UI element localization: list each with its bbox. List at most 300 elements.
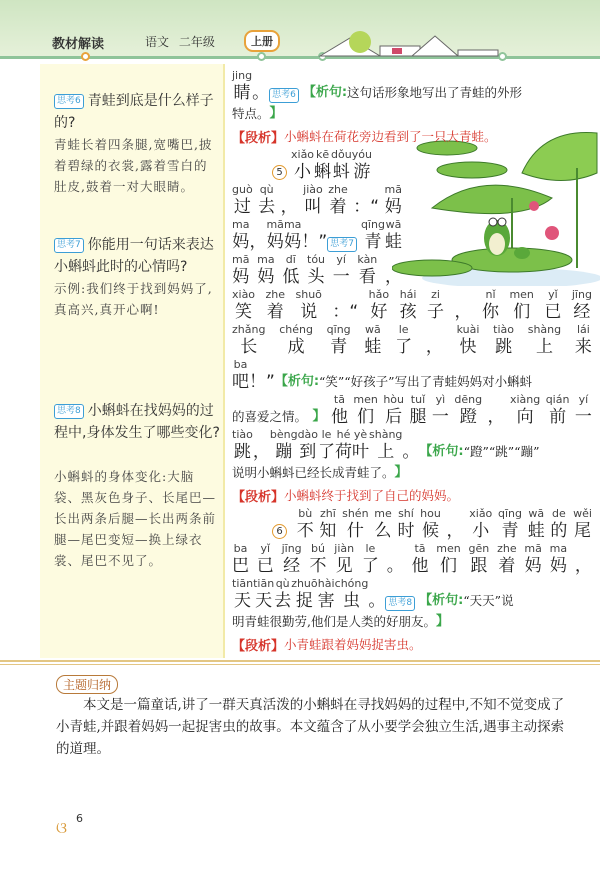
- pinyin: chéng: [279, 323, 313, 336]
- pinyin-char: [257, 542, 274, 576]
- question-8: [54, 400, 220, 444]
- pinyin: ba: [233, 542, 248, 555]
- hanzi: 好: [370, 302, 388, 322]
- pinyin-char: [232, 183, 253, 217]
- hanzi: 的: [550, 521, 568, 541]
- hanzi: 捉: [295, 591, 313, 611]
- pinyin: dēng: [454, 393, 483, 406]
- hanzi: 妈: [549, 556, 567, 576]
- pinyin-char: [550, 542, 567, 576]
- pinyin: mā: [384, 183, 402, 196]
- hanzi: 着: [266, 302, 284, 322]
- hanzi: 小: [294, 162, 312, 182]
- sentence-analysis-label: 】: [435, 614, 449, 629]
- pinyin: hài: [317, 577, 335, 590]
- pinyin-char: [454, 393, 482, 427]
- pinyin-char: [469, 542, 490, 576]
- pinyin: zhuō: [291, 577, 318, 590]
- hanzi: 么: [374, 521, 392, 541]
- pinyin: yí: [336, 253, 346, 266]
- text-line: [232, 484, 592, 506]
- pinyin-char: [509, 288, 533, 322]
- pinyin-char: [498, 507, 522, 541]
- pinyin: zhī: [320, 507, 336, 520]
- pinyin: lái: [576, 323, 590, 336]
- hanzi: ，: [446, 521, 464, 541]
- pinyin: xiǎo: [291, 148, 315, 161]
- hanzi: 快: [459, 337, 477, 357]
- pinyin-char: [374, 507, 391, 541]
- hanzi: 说: [300, 302, 318, 322]
- pinyin: wā: [385, 218, 402, 231]
- book-title: 教材解读: [52, 37, 105, 52]
- hanzi: 来: [574, 337, 592, 357]
- pinyin-char: [252, 69, 269, 103]
- pinyin-char: [257, 253, 274, 287]
- pinyin: zi: [431, 288, 440, 301]
- hanzi: 们: [440, 556, 458, 576]
- theme-summary-text: 本文是一篇童话,讲了一群天真活泼的小蝌蚪在寻找妈妈的过程中,不知不觉变成了小青蛙,并跟着妈妈一起捉害虫的故事。本文蕴含了从小要学会独立生活,遇事主动探索的道理。: [56, 697, 565, 757]
- answer-6: 青蛙长着四条腿,宽嘴巴,披着碧绿的衣裳,露着雪白的肚皮,鼓着一对大眼睛。: [54, 137, 213, 194]
- pinyin: le: [365, 542, 376, 555]
- pinyin: jing: [232, 69, 253, 82]
- question-text: 你能用一句话来表达小蝌蚪此时的心情吗?: [54, 237, 214, 275]
- pinyin-char: [232, 69, 252, 103]
- pinyin-char: [432, 393, 449, 427]
- pinyin: jīng: [571, 288, 592, 301]
- question-7: [54, 234, 220, 278]
- pinyin: men: [509, 288, 534, 301]
- pinyin-char: [301, 218, 327, 252]
- pinyin: qù: [275, 577, 290, 590]
- paragraph-analysis-label: 【段析】: [232, 130, 285, 146]
- pinyin: ba: [233, 358, 248, 371]
- pinyin: de: [552, 507, 566, 520]
- pinyin-char: [303, 183, 323, 217]
- text-line: [232, 427, 592, 462]
- hanzi: ：“: [353, 197, 380, 217]
- pinyin-char: [266, 288, 286, 322]
- hanzi: 。: [252, 83, 270, 103]
- pinyin-char: [528, 507, 545, 541]
- text-line: [232, 252, 402, 287]
- hanzi: 子: [427, 302, 445, 322]
- pinyin-char: [249, 218, 266, 252]
- pinyin-char: [427, 288, 444, 322]
- hanzi: 上: [535, 337, 553, 357]
- hanzi: 蹬: [459, 407, 477, 427]
- pinyin-char: [364, 323, 381, 357]
- pinyin-char: [400, 288, 417, 322]
- hanzi: 吧: [232, 372, 249, 392]
- hanzi: ！”: [249, 372, 275, 392]
- pinyin-char: [318, 428, 335, 462]
- pinyin-char: [270, 428, 298, 462]
- hanzi: 害: [317, 591, 335, 611]
- pinyin: yǐ: [548, 288, 558, 301]
- hanzi: 着: [329, 197, 347, 217]
- sentence-analysis-label: 【析句:: [419, 593, 464, 608]
- pinyin-char: [291, 577, 317, 611]
- text-line: [232, 462, 592, 484]
- hanzi: 经: [573, 302, 591, 322]
- hanzi: 向: [516, 407, 534, 427]
- pinyin-char: [353, 393, 377, 427]
- pinyin-char: [497, 542, 517, 576]
- pinyin: wā: [365, 323, 381, 336]
- pinyin-char: [249, 358, 275, 392]
- hanzi: 低: [282, 267, 300, 287]
- pinyin-char: [361, 218, 385, 252]
- pinyin: yì: [435, 393, 446, 406]
- pinyin-char: [232, 218, 249, 252]
- pinyin: tā: [333, 393, 345, 406]
- pinyin-char: [258, 183, 275, 217]
- hanzi: 孩: [399, 302, 417, 322]
- pinyin: yóu: [351, 148, 372, 161]
- hanzi: ！”: [301, 232, 328, 252]
- pinyin-char: [282, 253, 299, 287]
- think-badge: 思考7: [54, 238, 84, 253]
- pinyin: hou: [420, 507, 441, 520]
- pinyin-char: [282, 542, 302, 576]
- pinyin-char: [387, 542, 404, 576]
- pinyin: mā: [232, 253, 250, 266]
- question-6: [54, 90, 220, 134]
- pinyin: ma: [549, 542, 568, 555]
- hanzi: 不: [309, 556, 327, 576]
- hanzi: 蚪: [332, 162, 350, 182]
- pinyin-char: [447, 507, 464, 541]
- question-text: 小蝌蚪在找妈妈的过程中,身体发生了哪些变化?: [54, 403, 220, 441]
- pinyin-char: [362, 542, 379, 576]
- hanzi: 去: [274, 591, 292, 611]
- pinyin-char: [335, 428, 352, 462]
- hanzi: 蛙: [364, 337, 382, 357]
- pinyin: kuài: [456, 323, 480, 336]
- sentence-analysis-label: 【析句:: [419, 444, 464, 459]
- text-line: [232, 68, 592, 103]
- pinyin-char: [510, 393, 540, 427]
- hanzi: 长: [240, 337, 258, 357]
- hanzi: 叫: [304, 197, 322, 217]
- pinyin-char: [395, 323, 412, 357]
- hanzi: ，: [454, 302, 472, 322]
- pinyin-char: [385, 218, 402, 252]
- think-badge: 思考8: [54, 404, 84, 419]
- pinyin: qīng: [498, 507, 522, 520]
- pinyin-char: [253, 428, 270, 462]
- pinyin-char: [334, 542, 354, 576]
- pinyin: tiào: [232, 428, 253, 441]
- pinyin: yǐ: [260, 542, 271, 555]
- hanzi: 到: [299, 442, 317, 462]
- analysis-text: “天天”说: [463, 593, 514, 608]
- pinyin-char: [333, 253, 350, 287]
- analysis-text: 这句话形象地写出了青蛙的外形: [347, 85, 523, 100]
- rule-dot: [257, 52, 266, 61]
- paragraph-number: 6: [272, 524, 287, 539]
- pinyin: zhe: [328, 183, 348, 196]
- pinyin: qián: [545, 393, 570, 406]
- pinyin-char: [331, 148, 352, 182]
- pinyin-char: [319, 507, 336, 541]
- hanzi: 蹦: [275, 442, 293, 462]
- pinyin-char: [335, 577, 369, 611]
- pinyin: hé: [336, 428, 351, 441]
- pinyin-char: [279, 323, 313, 357]
- hanzi: 腿: [409, 407, 427, 427]
- hanzi: 青: [330, 337, 348, 357]
- pinyin: yè: [353, 428, 368, 441]
- hanzi: 们: [513, 302, 531, 322]
- hanzi: 妈: [384, 197, 402, 217]
- hanzi: 天: [255, 591, 273, 611]
- hanzi: 经: [283, 556, 301, 576]
- pinyin: tiào: [493, 323, 514, 336]
- analysis-text: 特点。: [232, 106, 270, 121]
- pinyin: tóu: [307, 253, 326, 266]
- hanzi: 他: [411, 556, 429, 576]
- hanzi: 什: [346, 521, 364, 541]
- pinyin: hòu: [383, 393, 404, 406]
- sentence-analysis-label: 【析句:: [274, 374, 320, 389]
- pinyin: hǎo: [368, 288, 390, 301]
- pinyin-char: [266, 218, 283, 252]
- hanzi: 天: [234, 591, 252, 611]
- paragraph-analysis-label: 【段析】: [232, 638, 285, 654]
- hanzi: 游: [353, 162, 371, 182]
- hanzi: 叶: [352, 442, 370, 462]
- pinyin: jiàn: [334, 542, 355, 555]
- house-illustration: [300, 28, 500, 58]
- hanzi: 了: [318, 442, 336, 462]
- pinyin: men: [436, 542, 461, 555]
- lesson-text: [232, 68, 592, 655]
- text-line: [232, 287, 592, 322]
- hanzi: 着: [498, 556, 516, 576]
- hanzi: 们: [357, 407, 375, 427]
- section-divider: [0, 660, 600, 665]
- analysis-text: 的喜爱之情。: [232, 409, 308, 424]
- sentence-analysis-label: 】: [394, 465, 408, 480]
- text-line: [232, 125, 592, 147]
- paragraph-analysis-text: 小青蛙跟着妈妈捉害虫。: [284, 637, 422, 652]
- analysis-text: 明青蛙很勤劳,他们是人类的好朋友。: [232, 614, 436, 629]
- text-line: [232, 182, 402, 217]
- pinyin: bù: [298, 507, 313, 520]
- hanzi: 前: [549, 407, 567, 427]
- hanzi: 。: [402, 442, 420, 462]
- pinyin: me: [374, 507, 392, 520]
- hanzi: 不: [296, 521, 314, 541]
- rule-dot: [81, 52, 90, 61]
- pinyin: shén: [342, 507, 369, 520]
- pinyin-char: [232, 253, 249, 287]
- text-line: [232, 506, 592, 541]
- pinyin: shàng: [369, 428, 403, 441]
- pinyin: chóng: [334, 577, 369, 590]
- hanzi: 笑: [235, 302, 253, 322]
- pinyin-char: [318, 577, 335, 611]
- hanzi: ，: [384, 267, 402, 287]
- hanzi: 蛙: [527, 521, 545, 541]
- pinyin: le: [321, 428, 332, 441]
- volume-badge: 上册: [244, 30, 280, 52]
- answer-7: 示例:我们终于找到妈妈了,真高兴,真开心啊!: [54, 281, 213, 317]
- pinyin: xiǎo: [469, 507, 493, 520]
- hanzi: 去: [258, 197, 276, 217]
- pinyin: men: [353, 393, 378, 406]
- text-line: [232, 576, 592, 611]
- pinyin-char: [572, 288, 592, 322]
- hanzi: 知: [319, 521, 337, 541]
- answer-8: 小蝌蚪的身体变化:大脑袋、黑灰色身子、长尾巴—长出两条后腿—长出两条前腿—尾巴变短—换上绿衣裳、尾巴不见了。: [54, 469, 217, 568]
- pinyin-char: [332, 288, 358, 322]
- pinyin: tiān: [232, 577, 254, 590]
- pinyin: shàng: [527, 323, 562, 336]
- pinyin: gēn: [468, 542, 490, 555]
- pinyin-char: [352, 148, 372, 182]
- pinyin-char: [385, 253, 402, 287]
- pinyin: tiān: [253, 577, 275, 590]
- pinyin: shí: [398, 507, 414, 520]
- hanzi: 过: [233, 197, 251, 217]
- pinyin-char: [528, 323, 561, 357]
- pinyin-char: [469, 507, 492, 541]
- think-badge: 思考6: [269, 88, 299, 103]
- pinyin: mā: [266, 218, 284, 231]
- pinyin: bú: [310, 542, 325, 555]
- hanzi: 妈: [266, 232, 284, 252]
- analysis-text: “蹬”“跳”“蹦”: [463, 444, 540, 459]
- text-line: [232, 217, 402, 252]
- pinyin-char: [232, 358, 249, 392]
- pinyin-char: [281, 183, 298, 217]
- pinyin: wā: [528, 507, 545, 520]
- sentence-analysis-label: 】: [269, 106, 283, 121]
- hanzi: 跟: [470, 556, 488, 576]
- hanzi: 了: [395, 337, 413, 357]
- thinking-sidebar: [40, 64, 225, 658]
- hanzi: 已: [256, 556, 274, 576]
- hanzi: 成: [287, 337, 305, 357]
- text-line: [232, 103, 592, 125]
- analysis-text: “笑”“好孩子”写出了青蛙妈妈对小蝌蚪: [319, 374, 533, 389]
- pinyin-char: [368, 577, 385, 611]
- pinyin: zhe: [265, 288, 286, 301]
- hanzi: 。: [386, 556, 404, 576]
- pinyin-char: [550, 507, 567, 541]
- pinyin-char: [253, 577, 274, 611]
- pinyin-char: [232, 323, 265, 357]
- page-number: 6: [76, 812, 83, 825]
- hanzi: ，: [425, 337, 443, 357]
- pinyin: qù: [259, 183, 274, 196]
- think-badge: 思考6: [54, 94, 84, 109]
- pinyin-char: [575, 393, 592, 427]
- hanzi: ：“: [332, 302, 359, 322]
- pinyin: dào: [297, 428, 319, 441]
- pinyin: xiàng: [509, 393, 541, 406]
- pinyin-char: [488, 393, 505, 427]
- pinyin-char: [232, 577, 253, 611]
- hanzi: 蛙: [384, 232, 402, 252]
- paragraph-analysis-text: 小蝌蚪在荷花旁边看到了一只大青蛙。: [284, 129, 497, 144]
- subject-grade: 语文 二年级: [145, 35, 215, 49]
- hanzi: 已: [544, 302, 562, 322]
- pinyin-char: [298, 428, 318, 462]
- sentence-analysis-label: 【析句:: [302, 85, 348, 100]
- pinyin: jiào: [303, 183, 323, 196]
- hanzi: 妈: [232, 267, 250, 287]
- pinyin: dǒu: [331, 148, 352, 161]
- pinyin: qīng: [326, 323, 351, 336]
- pinyin-char: [482, 288, 499, 322]
- hanzi: 尾: [574, 521, 592, 541]
- pinyin-char: [291, 148, 314, 182]
- think-badge: 思考8: [385, 596, 415, 611]
- hanzi: 候: [422, 521, 439, 541]
- pinyin-char: [369, 428, 402, 462]
- hanzi: 巴: [232, 556, 249, 576]
- hanzi: ，: [280, 197, 298, 217]
- hanzi: 头: [307, 267, 325, 287]
- hanzi: 妈: [284, 232, 302, 252]
- hanzi: 妈: [524, 556, 542, 576]
- pinyin: guò: [232, 183, 253, 196]
- sentence-analysis-label: 】: [312, 409, 326, 424]
- hanzi: ，: [574, 556, 592, 576]
- pinyin: zhe: [497, 542, 517, 555]
- pinyin: mā: [524, 542, 542, 555]
- pinyin-char: [420, 507, 441, 541]
- text-line: [232, 322, 592, 357]
- hanzi: 小: [472, 521, 490, 541]
- pinyin-char: [284, 218, 301, 252]
- pinyin-char: [524, 542, 541, 576]
- hanzi: 跳: [495, 337, 513, 357]
- pinyin-char: [455, 288, 472, 322]
- pinyin-char: [353, 183, 379, 217]
- pinyin-char: [232, 428, 253, 462]
- pinyin-char: [573, 507, 592, 541]
- paragraph-analysis-text: 小蝌蚪终于找到了自己的妈妈。: [284, 488, 460, 503]
- pinyin: le: [398, 323, 409, 336]
- hanzi: 见: [335, 556, 353, 576]
- pinyin: tā: [414, 542, 426, 555]
- pinyin-char: [296, 288, 322, 322]
- pinyin: tuǐ: [410, 393, 426, 406]
- hanzi: 看: [358, 267, 376, 287]
- hanzi: 他: [330, 407, 348, 427]
- pinyin-char: [385, 183, 402, 217]
- pinyin-char: [352, 428, 369, 462]
- pinyin-char: [314, 148, 331, 182]
- hanzi: 蝌: [314, 162, 332, 182]
- pinyin-char: [457, 323, 480, 357]
- pinyin-char: [426, 323, 443, 357]
- hanzi: 青: [501, 521, 519, 541]
- pinyin-char: [493, 323, 514, 357]
- pinyin-char: [274, 577, 291, 611]
- question-text: 青蛙到底是什么样子的?: [54, 93, 214, 131]
- pinyin: ma: [232, 218, 250, 231]
- text-line: [232, 392, 592, 427]
- hanzi: 你: [481, 302, 499, 322]
- pinyin-char: [402, 428, 419, 462]
- hanzi: 一: [574, 407, 592, 427]
